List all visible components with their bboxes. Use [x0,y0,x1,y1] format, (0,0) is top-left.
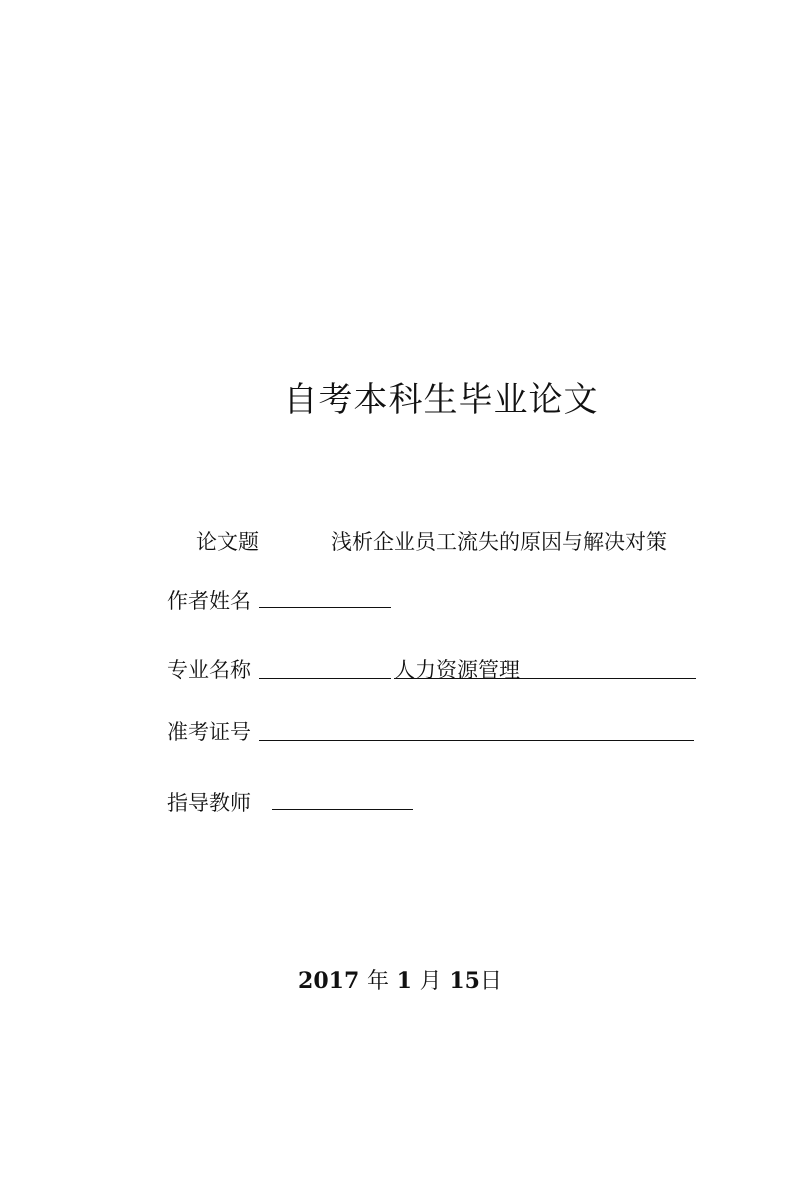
date-year: 2017 [298,968,360,994]
page-title: 自考本科生毕业论文 [283,380,599,420]
exam-id-underline [259,740,694,741]
date-day: 15 [449,968,480,994]
advisor-label: 指导教师 [167,791,251,815]
date-month: 1 [396,968,412,994]
major-underline-right [532,678,696,679]
exam-id-label: 准考证号 [167,720,251,744]
submission-date [0,965,800,998]
advisor-underline [272,809,413,810]
author-name-label: 作者姓名 [167,589,251,613]
date-year-unit: 年 [366,969,389,994]
thesis-title-label: 论文题 [196,530,259,554]
major-value: 人力资源管理 [394,658,520,682]
date-day-unit: 日 [479,969,502,994]
author-name-underline [259,607,391,608]
major-value-underline [394,678,532,679]
major-label: 专业名称 [167,658,251,682]
major-underline-left [259,678,391,679]
date-month-unit: 月 [419,969,442,994]
thesis-title-value: 浅析企业员工流失的原因与解决对策 [331,530,667,554]
